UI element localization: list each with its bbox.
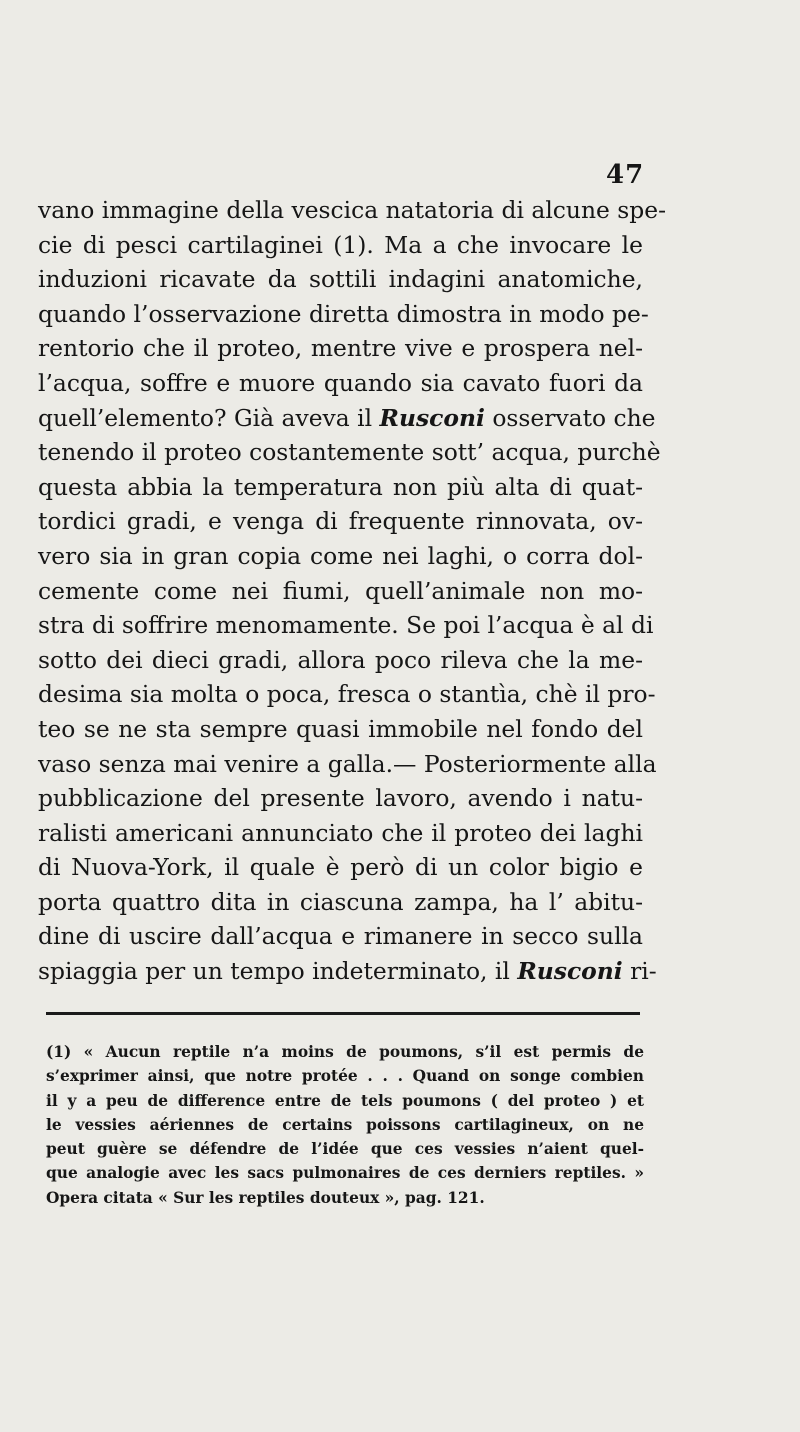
text-line: desima sia molta o poca, fresca o stantìa, chè il pro-	[38, 680, 656, 709]
page-number: 47	[606, 160, 645, 190]
footnote-line: le vessies aériennes de certains poissons cartilagineux, on ne	[46, 1115, 644, 1134]
text-line: porta quattro dita in ciascuna zampa, ha l’ abitu-	[38, 887, 643, 916]
text-line: quando l’osservazione diretta dimostra in modo pe-	[38, 299, 649, 328]
text-line: cie di pesci cartilaginei (1). Ma a che invocare le	[38, 230, 643, 259]
text-line: stra di soffrire menomamente. Se poi l’acqua è al di	[38, 611, 654, 640]
text-line: tenendo il proteo costantemente sott’ acqua, purchè	[38, 438, 661, 467]
main-text	[38, 193, 667, 989]
text-line: rentorio che il proteo, mentre vive e prospera nel-	[38, 334, 643, 363]
text-run: ri-	[622, 957, 657, 986]
text-line: vero sia in gran copia come nei laghi, o corra dol-	[38, 541, 643, 570]
text-line	[38, 954, 657, 989]
text-line: teo se ne sta sempre quasi immobile nel fondo del	[38, 714, 643, 743]
footnote-divider	[46, 1012, 640, 1015]
footnote-line: peut guère se défendre de l’idée que ces vessies n’aient quel-	[46, 1140, 644, 1159]
text-line: l’acqua, soffre e muore quando sia cavato fuori da	[38, 368, 643, 397]
text-run: quell’elemento? Già aveva il	[38, 403, 380, 432]
text-line: dine di uscire dall’acqua e rimanere in secco sulla	[38, 922, 643, 951]
text-line: vano immagine della vescica natatoria di alcune spe-	[38, 196, 667, 224]
text-line: di Nuova-York, il quale è però di un color bigio e	[38, 853, 643, 882]
text-line: pubblicazione del presente lavoro, avendo i natu-	[38, 784, 643, 813]
text-run: spiaggia per un tempo indeterminato, il	[38, 957, 518, 986]
text-line: ralisti americani annunciato che il proteo dei laghi	[38, 818, 643, 847]
author-name-rusconi: Rusconi	[379, 403, 485, 432]
text-line: sotto dei dieci gradi, allora poco rileva che la me-	[38, 645, 643, 674]
footnote-line: Opera citata « Sur les reptiles douteux », pag. 121.	[46, 1188, 485, 1207]
footnote-line: s’exprimer ainsi, que notre protée . . . Quand on songe combien	[46, 1067, 644, 1086]
footnote-line: que analogie avec les sacs pulmonaires de ces derniers reptiles. »	[46, 1164, 644, 1183]
text-line: tordici gradi, e venga di frequente rinnovata, ov-	[38, 507, 643, 536]
text-run: osservato che	[484, 403, 656, 432]
text-line	[38, 401, 656, 436]
footnote-line: il y a peu de difference entre de tels poumons ( del proteo ) et	[46, 1091, 644, 1110]
text-line: vaso senza mai venire a galla.— Posteriormente alla	[38, 749, 657, 778]
text-line: induzioni ricavate da sottili indagini anatomiche,	[38, 265, 643, 294]
footnote	[46, 1040, 644, 1210]
footnote-line: (1) « Aucun reptile n’a moins de poumons, s’il est permis de	[46, 1043, 644, 1061]
text-line: questa abbia la temperatura non più alta di quat-	[38, 472, 643, 501]
text-line: cemente come nei fiumi, quell’animale non mo-	[38, 576, 643, 605]
author-name-rusconi: Rusconi	[517, 957, 623, 986]
